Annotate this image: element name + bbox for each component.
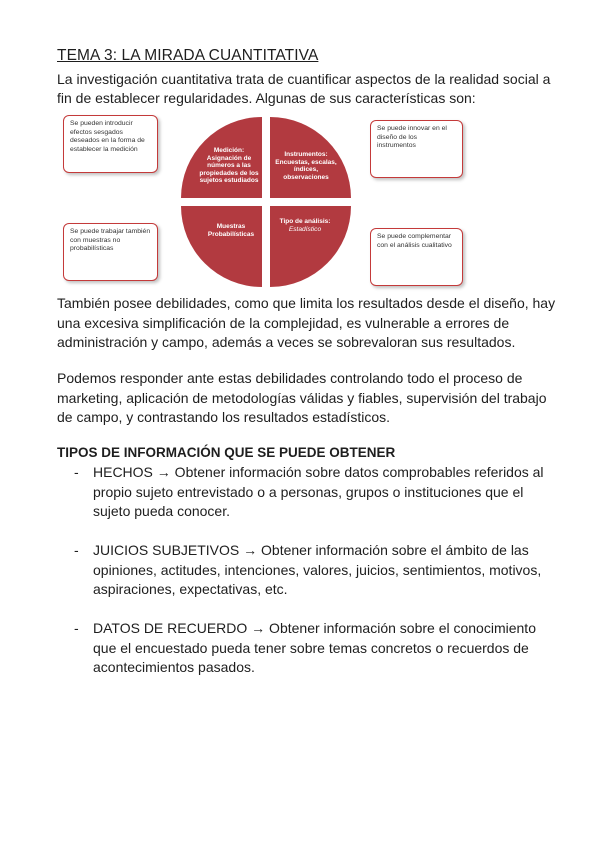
segment-bottom-left bbox=[181, 206, 262, 287]
intro-paragraph: La investigación cuantitativa trata de cuantificar aspectos de la realidad social a fin de establecer regularidades. Algunas de sus características son: bbox=[57, 71, 551, 106]
callout-text: Se puede innovar en el diseño de los instrumentos bbox=[377, 125, 447, 150]
segment-text: Encuestas, escalas, índices, observaciones bbox=[275, 158, 337, 181]
segment-title: Muestras Probabilísticas bbox=[207, 223, 255, 238]
segment-text: Estadístico bbox=[288, 225, 322, 233]
segment-label-muestras bbox=[203, 223, 259, 238]
list-item-text: JUICIOS SUBJETIVOS → Obtener información sobre el ámbito de las opiniones, actitudes, intenciones, valores, juicios, sentimientos, motivos, aspiraciones, expectativas, etc. bbox=[93, 542, 542, 597]
page-title: TEMA 3: LA MIRADA CUANTITATIVA bbox=[57, 47, 319, 64]
quadrant-wheel bbox=[179, 115, 353, 289]
callout-text: Se puede complementar con el análisis cualitativo bbox=[377, 233, 452, 249]
callout-text: Se puede trabajar también con muestras no probabilísticas bbox=[70, 228, 151, 253]
characteristics-diagram bbox=[57, 110, 477, 290]
callout-bottom-right bbox=[370, 228, 463, 286]
wheel-graphic bbox=[179, 115, 353, 289]
callout-bottom-left bbox=[63, 223, 158, 281]
list-dash: - bbox=[74, 464, 79, 480]
segment-title: Medición: bbox=[213, 147, 245, 154]
segment-label-instrumentos bbox=[273, 151, 339, 181]
list-dash: - bbox=[74, 620, 79, 636]
responses-paragraph: Podemos responder ante estas debilidades controlando todo el proceso de marketing, aplicación de metodologías válidas y fiables, supervisión del trabajo de campo, y contrastando los resultados estadísticos. bbox=[57, 370, 547, 425]
segment-label-medicion bbox=[197, 147, 261, 185]
callout-top-right bbox=[370, 120, 463, 178]
weaknesses-paragraph: También posee debilidades, como que limita los resultados desde el diseño, hay una excesiva simplificación de la complejidad, es vulnerable a errores de administración y campo, además a veces se sobrevaloran sus resultados. bbox=[57, 295, 556, 350]
list-item bbox=[57, 541, 557, 600]
callout-top-left bbox=[63, 115, 158, 173]
callout-text: Se pueden introducir efectos sesgados deseados en la forma de establecer la medición bbox=[70, 120, 145, 153]
section-heading: TIPOS DE INFORMACIÓN QUE SE PUEDE OBTENER bbox=[57, 445, 396, 460]
segment-label-analisis bbox=[277, 218, 333, 233]
information-types-list bbox=[57, 463, 557, 697]
segment-title: Tipo de análisis: bbox=[279, 218, 331, 225]
list-item bbox=[57, 463, 557, 522]
list-item-text: HECHOS → Obtener información sobre datos comprobables referidos al propio sujeto entrevistado o a personas, grupos o instituciones que el sujeto pueda conocer. bbox=[93, 464, 544, 519]
list-dash: - bbox=[74, 542, 79, 558]
list-item-text: DATOS DE RECUERDO → Obtener información sobre el conocimiento que el encuestado pueda tener sobre temas concretos o recuerdos de acontecimientos pasados. bbox=[93, 620, 536, 675]
list-item bbox=[57, 619, 557, 678]
segment-title: Instrumentos: bbox=[284, 151, 328, 158]
segment-text: Asignación de números a las propiedades de los sujetos estudiados bbox=[199, 154, 259, 185]
